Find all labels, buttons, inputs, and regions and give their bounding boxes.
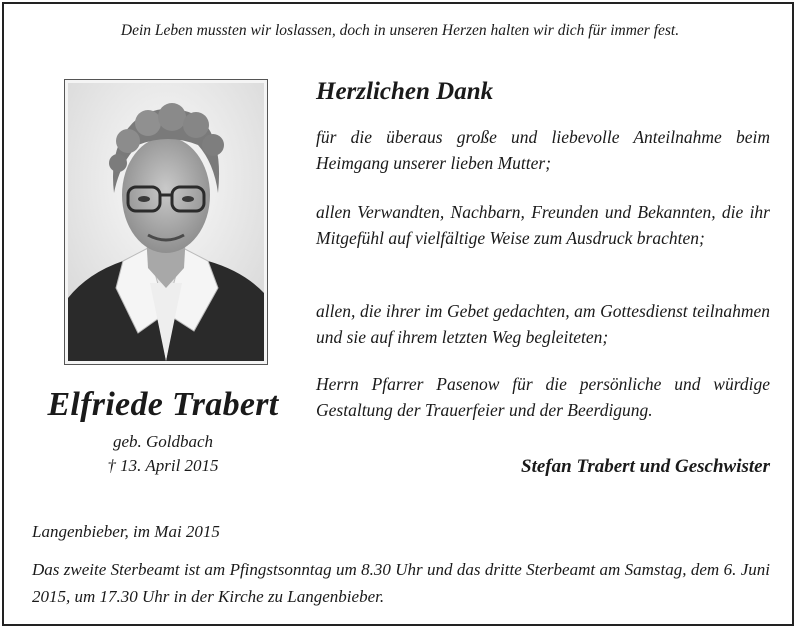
thanks-paragraph: allen Verwandten, Nachbarn, Freunden und Bekannten, die ihr Mitgefühl auf vielfältige Weise zum Ausdruck brachten;: [316, 202, 770, 248]
signature: Stefan Trabert und Geschwister: [521, 456, 770, 477]
death-date: † 13. April 2015: [107, 456, 219, 475]
mass-notice: Das zweite Sterbeamt ist am Pfingstsonntag um 8.30 Uhr und das dritte Sterbeamt am Samstag, dem 6. Juni 2015, um 17.30 Uhr in der Kirche zu Langenbieber.: [32, 560, 770, 606]
deceased-name: Elfriede Trabert: [47, 386, 279, 423]
thanks-paragraph: allen, die ihrer im Gebet gedachten, am Gottesdienst teilnahmen und sie auf ihrem letzten Weg begleiteten;: [316, 301, 770, 347]
portrait-photo: [64, 79, 268, 365]
thanks-paragraph: Herrn Pfarrer Pasenow für die persönliche und würdige Gestaltung der Trauerfeier und der Beerdigung.: [316, 374, 770, 420]
portrait-photo-icon: [68, 83, 264, 361]
birth-name: geb. Goldbach: [112, 432, 214, 451]
motto: Dein Leben mussten wir loslassen, doch in unseren Herzen halten wir dich für immer fest.: [120, 22, 680, 39]
thanks-paragraph: für die überaus große und liebevolle Anteilnahme beim Heimgang unserer lieben Mutter;: [316, 127, 770, 173]
place-date: Langenbieber, im Mai 2015: [32, 522, 220, 541]
thanks-heading: Herzlichen Dank: [316, 78, 494, 105]
